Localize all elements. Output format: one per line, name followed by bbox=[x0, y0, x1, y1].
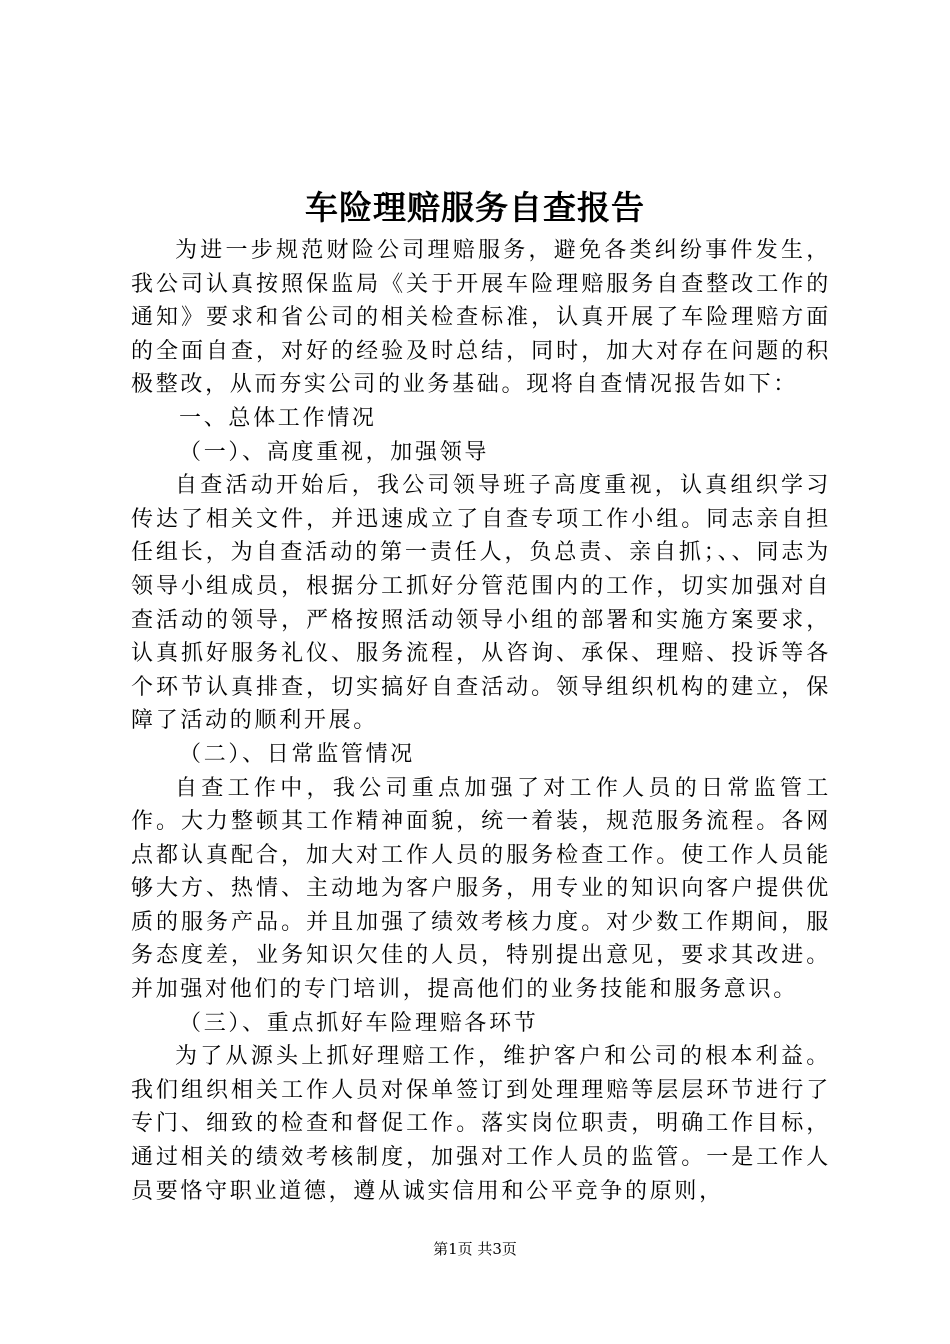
subsection-heading-2: （二）、日常监管情况 bbox=[179, 741, 416, 767]
document-body bbox=[131, 234, 831, 1208]
page-number-footer: 第1页 共3页 bbox=[433, 1240, 517, 1258]
section-heading-overall: 一、总体工作情况 bbox=[179, 405, 377, 431]
subsection-paragraph-3: 为了从源头上抓好理赔工作，维护客户和公司的根本利益。我们组织相关工作人员对保单签订到处理理赔等层层环节进行了专门、细致的检查和督促工作。落实岗位职责，明确工作目标，通过相关的绩效考核制度，加强对工作人员的监管。一是工作人员要恪守职业道德，遵从诚实信用和公平竞争的原则， bbox=[131, 1044, 831, 1204]
intro-paragraph: 为进一步规范财险公司理赔服务，避免各类纠纷事件发生，我公司认真按照保监局《关于开展车险理赔服务自查整改工作的通知》要求和省公司的相关检查标准，认真开展了车险理赔方面的全面自查，对好的经验及时总结，同时，加大对存在问题的积极整改，从而夯实公司的业务基础。现将自查情况报告如下： bbox=[131, 238, 831, 398]
document-title: 车险理赔服务自查报告 bbox=[305, 188, 645, 227]
subsection-heading-3: （三）、重点抓好车险理赔各环节 bbox=[179, 1010, 539, 1036]
subsection-paragraph-2: 自查工作中，我公司重点加强了对工作人员的日常监管工作。大力整顿其工作精神面貌，统一着装，规范服务流程。各网点都认真配合，加大对工作人员的服务检查工作。使工作人员能够大方、热情、主动地为客户服务，用专业的知识向客户提供优质的服务产品。并且加强了绩效考核力度。对少数工作期间，服务态度差，业务知识欠佳的人员，特别提出意见，要求其改进。并加强对他们的专门培训，提高他们的业务技能和服务意识。 bbox=[131, 775, 831, 1003]
subsection-paragraph-1: 自查活动开始后，我公司领导班子高度重视，认真组织学习传达了相关文件，并迅速成立了自查专项工作小组。同志亲自担任组长，为自查活动的第一责任人，负总责、亲自抓；、、同志为领导小组成员，根据分工抓好分管范围内的工作，切实加强对自查活动的领导，严格按照活动领导小组的部署和实施方案要求，认真抓好服务礼仪、服务流程，从咨询、承保、理赔、投诉等各个环节认真排查，切实搞好自查活动。领导组织机构的建立，保障了活动的顺利开展。 bbox=[131, 473, 831, 734]
subsection-heading-1: （一）、高度重视，加强领导 bbox=[179, 439, 490, 465]
